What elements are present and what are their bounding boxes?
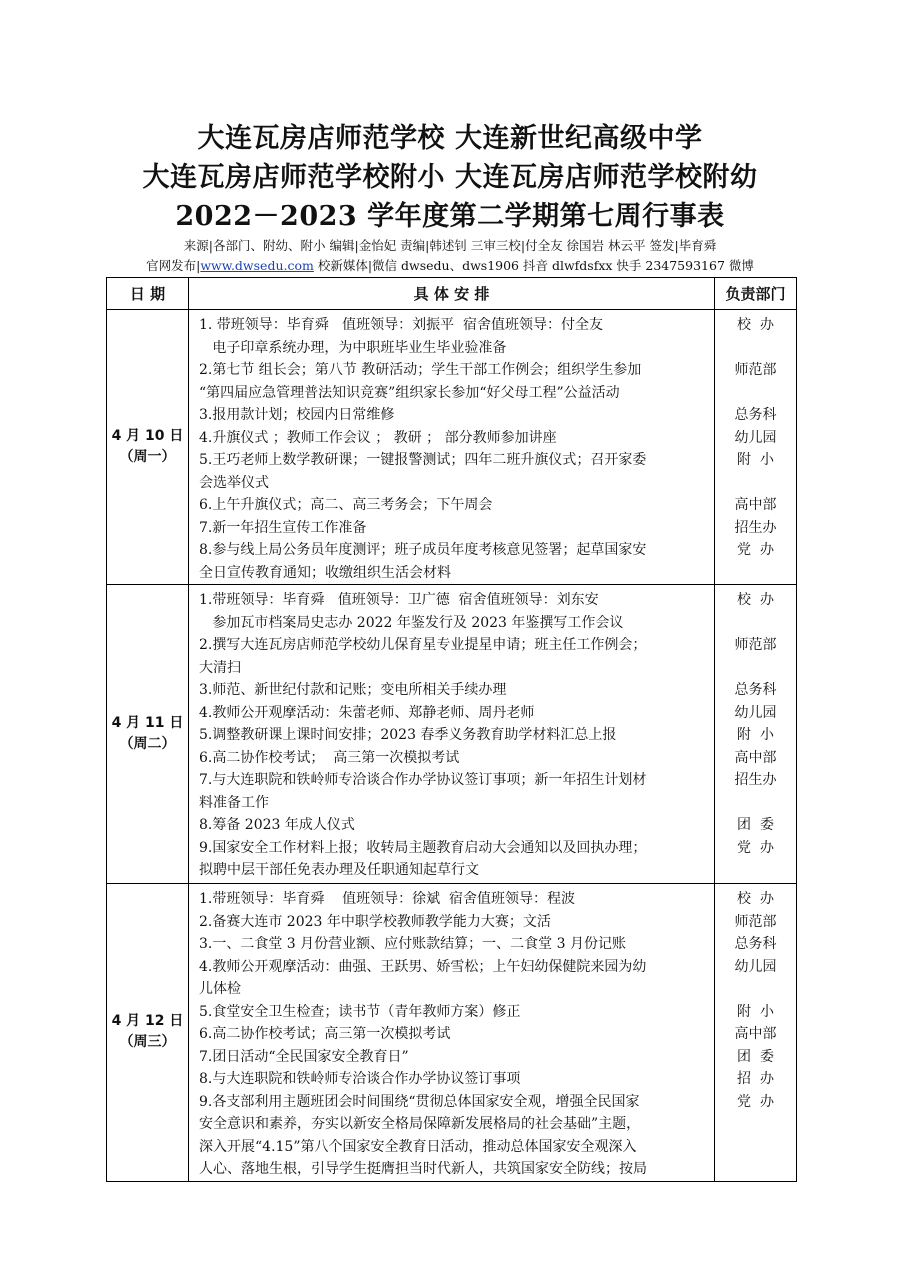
dept-label: 总务科 bbox=[734, 407, 777, 423]
schedule-item-line: 3.一、二食堂 3 月份营业额、应付账款结算；一、二食堂 3 月份记账 bbox=[199, 936, 626, 952]
dept-label bbox=[715, 1158, 796, 1181]
dept-label: 附 小 bbox=[737, 1003, 774, 1020]
schedule-item-line: 3.报用款计划；校园内日常维修 bbox=[199, 407, 395, 423]
schedule-item-line: 全日宣传教育通知；收缴组织生活会材料 bbox=[199, 564, 451, 581]
dept-label bbox=[715, 978, 796, 1001]
dept-label: 附 小 bbox=[737, 452, 774, 468]
school-title-line-1: 大连瓦房店师范学校 大连新世纪高级中学 bbox=[197, 123, 703, 154]
dept-label bbox=[715, 859, 796, 882]
dept-label bbox=[715, 472, 796, 495]
schedule-item-line: 4.教师公开观摩活动：朱蕾老师、郑静老师、周丹老师 bbox=[199, 704, 535, 721]
day-date-cell bbox=[107, 310, 189, 585]
dept-label: 幼儿园 bbox=[734, 704, 777, 721]
schedule-body bbox=[107, 310, 797, 1182]
day-items-cell bbox=[189, 585, 715, 884]
dept-label: 总务科 bbox=[734, 936, 777, 952]
schedule-item-line: “第四届应急管理普法知识竞赛”组织家长参加“好父母工程”公益活动 bbox=[199, 384, 620, 401]
schedule-item-line: 6.高二协作校考试； 高三第一次模拟考试 bbox=[199, 749, 460, 766]
day-date-cell bbox=[107, 884, 189, 1182]
dept-label bbox=[715, 657, 796, 680]
dept-label: 校 办 bbox=[737, 592, 774, 608]
schedule-item-line: 9.国家安全工作材料上报；收转局主题教育启动大会通知以及回执办理； bbox=[199, 839, 647, 856]
day-items-cell bbox=[189, 884, 715, 1182]
dept-label: 师范部 bbox=[734, 913, 777, 930]
dept-label: 招生办 bbox=[734, 772, 777, 788]
day-depts-cell bbox=[715, 310, 797, 585]
dept-label: 高中部 bbox=[734, 749, 777, 766]
schedule-item-line: 7.新一年招生宣传工作准备 bbox=[199, 519, 367, 536]
publish-channels bbox=[0, 258, 900, 274]
schedule-item-line: 8.筹备 2023 年成人仪式 bbox=[199, 817, 355, 833]
schedule-item-line: 9.各支部利用主题班团会时间围绕“贯彻总体国家安全观，增强全民国家 bbox=[199, 1093, 640, 1110]
media-accounts: 校新媒体|微信 dwsedu、dws1906 抖音 dlwfdsfxx 快手 2347593167 微博 bbox=[313, 258, 754, 273]
schedule-item-line: 料准备工作 bbox=[199, 794, 269, 811]
schedule-item-line: 6.高二协作校考试；高三第一次模拟考试 bbox=[199, 1026, 451, 1042]
dept-label: 幼儿园 bbox=[734, 429, 777, 446]
day-date: 4 月 10 日 bbox=[111, 428, 184, 444]
dept-label bbox=[715, 337, 796, 360]
schedule-item-line: 7.团日活动“全民国家安全教育日” bbox=[199, 1048, 409, 1065]
dept-label: 幼儿园 bbox=[734, 958, 777, 975]
dept-label: 校 办 bbox=[737, 891, 774, 907]
dept-label bbox=[715, 612, 796, 635]
schedule-item-line: 8.与大连职院和铁岭师专洽谈合作办学协议签订事项 bbox=[199, 1071, 521, 1087]
dept-label: 附 小 bbox=[737, 727, 774, 743]
schedule-item-line: 5.食堂安全卫生检查；读书节（青年教师方案）修正 bbox=[199, 1003, 521, 1020]
dept-label bbox=[715, 1113, 796, 1136]
schedule-item-line: 人心、落地生根，引导学生挺膺担当时代新人，共筑国家安全防线；按局 bbox=[199, 1161, 647, 1177]
dept-label: 招 办 bbox=[737, 1071, 774, 1087]
day-items-cell bbox=[189, 310, 715, 585]
dept-label bbox=[715, 562, 796, 585]
schedule-item-line: 1. 带班领导：毕育舜 值班领导：刘振平 宿舍值班领导：付全友 bbox=[199, 317, 604, 333]
schedule-item-line: 深入开展“4.15”第八个国家安全教育日活动，推动总体国家安全观深入 bbox=[199, 1138, 637, 1155]
day-row bbox=[107, 585, 797, 884]
schedule-item-line: 2.撰写大连瓦房店师范学校幼儿保育星专业提星申请；班主任工作例会； bbox=[199, 637, 647, 653]
dept-label: 招生办 bbox=[734, 519, 777, 536]
schedule-item-line: 6.上午升旗仪式；高二、高三考务会；下午周会 bbox=[199, 497, 493, 513]
dept-label: 师范部 bbox=[734, 362, 777, 378]
schedule-item-line: 儿体检 bbox=[199, 981, 241, 997]
day-weekday: （周二） bbox=[119, 736, 176, 752]
schedule-item-line: 会选举仪式 bbox=[199, 474, 269, 491]
schedule-item-line: 电子印章系统办理，为中职班毕业生毕业验准备 bbox=[199, 339, 507, 356]
dept-label: 团 委 bbox=[737, 817, 774, 833]
dept-label: 师范部 bbox=[734, 637, 777, 653]
official-site-link[interactable]: www.dwsedu.com bbox=[200, 258, 314, 273]
schedule-item-line: 拟聘中层干部任免表办理及任职通知起草行文 bbox=[199, 862, 479, 878]
dept-label: 高中部 bbox=[734, 1026, 777, 1042]
schedule-item-line: 参加瓦市档案局史志办 2022 年鉴发行及 2023 年鉴撰写工作会议 bbox=[199, 614, 624, 631]
day-date-cell bbox=[107, 585, 189, 884]
schedule-item-line: 4.教师公开观摩活动：曲强、王跃男、娇雪松；上午妇幼保健院来园为幼 bbox=[199, 958, 647, 975]
editorial-credits: 来源|各部门、附幼、附小 编辑|金怡妃 责编|韩述钊 三审三校|付全友 徐国岩 林云平 签发|毕育舜 bbox=[183, 238, 717, 253]
table-header-row bbox=[107, 278, 797, 310]
dept-label: 党 办 bbox=[737, 1093, 774, 1110]
schedule-item-line: 4.升旗仪式 ；教师工作会议 ； 教研 ； 部分教师参加讲座 bbox=[199, 429, 557, 446]
schedule-item-line: 1.带班领导：毕育舜 值班领导：卫广德 宿舍值班领导：刘东安 bbox=[199, 592, 599, 608]
schedule-item-line: 5.调整教研课上课时间安排；2023 春季义务教育助学材料汇总上报 bbox=[199, 727, 617, 743]
schedule-item-line: 3.师范、新世纪付款和记账；变电所相关手续办理 bbox=[199, 682, 507, 698]
weekly-schedule-table bbox=[106, 277, 797, 1182]
publish-prefix: 官网发布| bbox=[146, 258, 201, 273]
day-weekday: （周三） bbox=[119, 1034, 176, 1051]
schedule-item-line: 2.第七节 组长会；第八节 教研活动；学生干部工作例会；组织学生参加 bbox=[199, 362, 642, 378]
day-date: 4 月 11 日 bbox=[111, 715, 184, 731]
dept-label: 总务科 bbox=[734, 682, 777, 698]
dept-label: 校 办 bbox=[737, 317, 774, 333]
header-plan: 具 体 安 排 bbox=[189, 278, 715, 310]
day-depts-cell bbox=[715, 585, 797, 884]
schedule-item-line: 安全意识和素养，夯实以新安全格局保障新发展格局的社会基础”主题， bbox=[199, 1116, 641, 1132]
day-depts-cell bbox=[715, 884, 797, 1182]
school-title-line-2: 大连瓦房店师范学校附小 大连瓦房店师范学校附幼 bbox=[142, 162, 758, 193]
header-date: 日 期 bbox=[107, 278, 189, 310]
header-dept: 负责部门 bbox=[715, 278, 797, 310]
dept-label: 高中部 bbox=[734, 497, 777, 513]
dept-label: 团 委 bbox=[737, 1048, 774, 1065]
dept-label bbox=[715, 792, 796, 815]
schedule-item-line: 1.带班领导：毕育舜 值班领导：徐斌 宿舍值班领导：程波 bbox=[199, 891, 576, 907]
dept-label bbox=[715, 382, 796, 405]
day-row bbox=[107, 884, 797, 1182]
dept-label: 党 办 bbox=[737, 839, 774, 856]
day-row bbox=[107, 310, 797, 585]
schedule-title: 2022－2023 学年度第二学期第七周行事表 bbox=[175, 201, 725, 232]
day-weekday: （周一） bbox=[119, 449, 176, 465]
day-date: 4 月 12 日 bbox=[111, 1013, 184, 1030]
schedule-item-line: 2.备赛大连市 2023 年中职学校教师教学能力大赛；文活 bbox=[199, 913, 551, 930]
schedule-item-line: 大清扫 bbox=[199, 659, 241, 676]
schedule-item-line: 5.王巧老师上数学教研课；一键报警测试；四年二班升旗仪式；召开家委 bbox=[199, 452, 647, 468]
dept-label: 党 办 bbox=[737, 542, 774, 558]
dept-label bbox=[715, 1136, 796, 1159]
schedule-item-line: 8.参与线上局公务员年度测评；班子成员年度考核意见签署；起草国家安 bbox=[199, 542, 647, 558]
schedule-item-line: 7.与大连职院和铁岭师专洽谈合作办学协议签订事项；新一年招生计划材 bbox=[199, 772, 647, 788]
